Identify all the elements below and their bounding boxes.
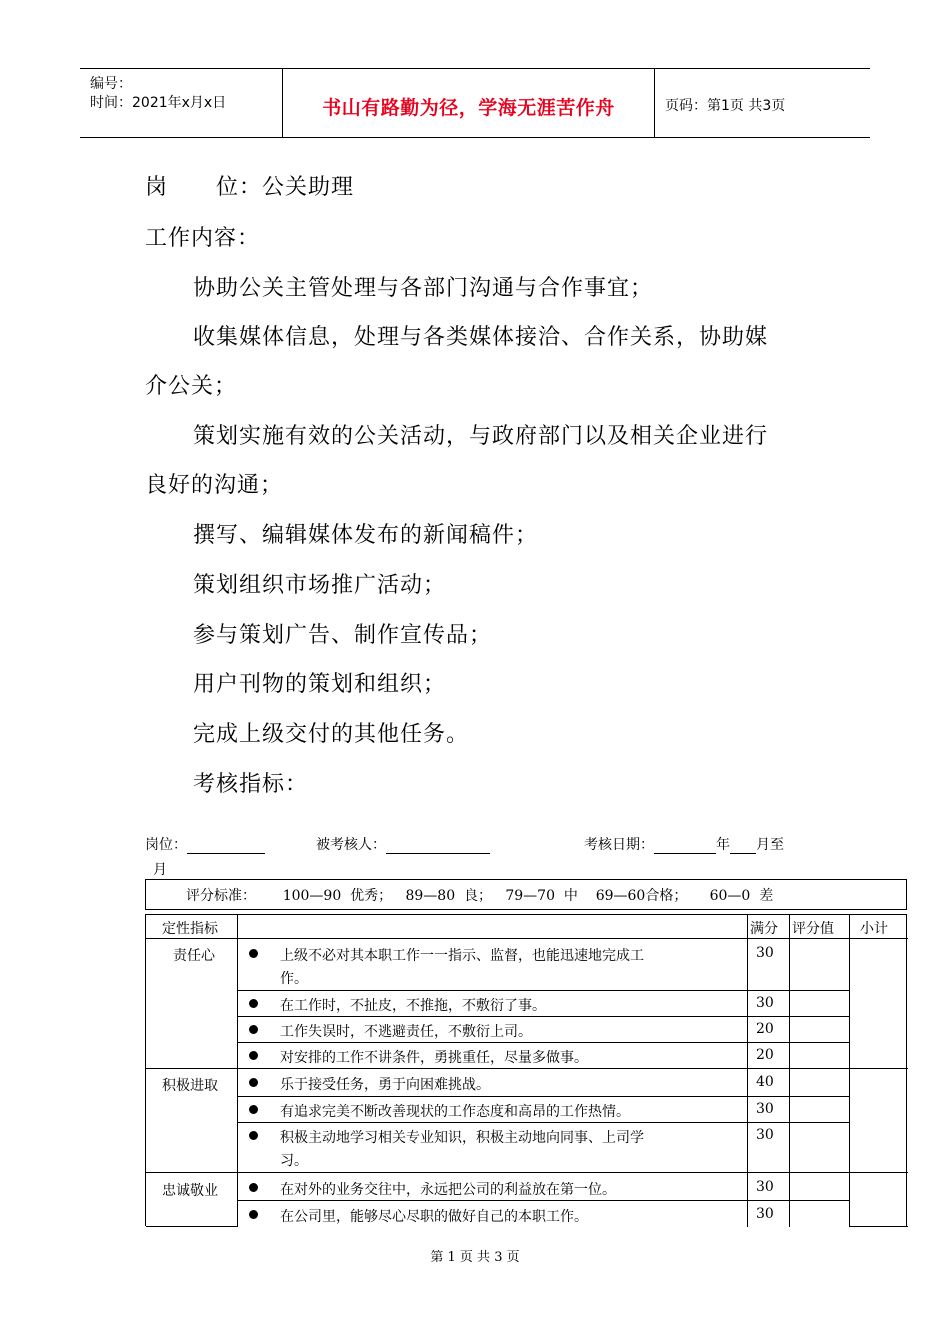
bullet-icon [249,1051,258,1060]
duty-item: 完成上级交付的其他任务。 [193,722,470,747]
group-name: 责任心 [173,948,215,964]
duty-item: 撰写、编辑媒体发布的新闻稿件； [193,523,539,548]
assessee-label: 被考核人： [316,837,386,853]
bullet-icon [249,999,258,1008]
duty-item-continued: 良好的沟通； [145,473,284,498]
motto: 书山有路勤为径，学海无涯苦作舟 [322,97,615,119]
scoring-scale: 评分标准： 100—90 优秀； 89—80 良； 79—70 中 69—60合格； 60—0 差 [186,888,774,904]
scoring-scale-row [145,879,907,910]
bullet-icon [249,1078,258,1087]
criterion-text: 对安排的工作不讲条件，勇挑重任，尽量多做事。 [280,1050,588,1066]
full-score: 40 [756,1074,774,1090]
full-score: 30 [756,1101,774,1117]
full-score: 30 [756,1179,774,1195]
duty-item: 参与策划广告、制作宣传品； [193,623,493,648]
doc-number-label: 编号： [90,76,132,92]
doc-time-label: 时间：2021年x月x日 [90,95,227,111]
bullet-icon [249,949,258,958]
assess-date-field [584,834,784,854]
assess-date-label: 考核日期： [584,837,654,853]
month-end-label: 月 [153,862,167,878]
full-score: 30 [756,1127,774,1143]
header-page-cell [655,69,870,137]
page-header [80,68,870,138]
full-score: 30 [756,945,774,961]
page-info: 页码：第1页 共3页 [665,98,786,114]
duties-title: 工作内容： [145,226,261,251]
header-indicator: 定性指标 [162,921,218,937]
assessee-blank[interactable] [386,839,490,854]
year-label: 年 [716,837,730,853]
bullet-icon [249,1183,258,1192]
post-field [145,834,265,854]
duty-item-continued: 介公关； [145,374,238,399]
assessment-table [145,914,907,1226]
duty-item: 用户刊物的策划和组织； [193,672,447,697]
group-name: 忠诚敬业 [162,1183,218,1199]
header-subtotal: 小计 [860,921,888,937]
criterion-text: 乐于接受任务，勇于向困难挑战。 [280,1077,490,1093]
full-score: 30 [756,1206,774,1222]
header-full-score: 满分 [750,921,778,937]
full-score: 20 [756,1047,774,1063]
page-footer: 第 1 页 共 3 页 [430,1250,520,1265]
month-blank[interactable] [730,839,756,854]
bullet-icon [249,1105,258,1114]
full-score: 20 [756,1021,774,1037]
header-score-value: 评分值 [792,921,834,937]
criterion-text: 积极主动地学习相关专业知识，积极主动地向同事、上司学 [280,1130,644,1146]
duty-item: 收集媒体信息，处理与各类媒体接洽、合作关系，协助媒 [193,325,769,350]
group-name: 积极进取 [162,1078,218,1094]
header-motto-cell [283,69,655,137]
duty-item: 策划组织市场推广活动； [193,573,447,598]
criterion-text-continued: 习。 [280,1153,308,1169]
criterion-text: 工作失误时，不逃避责任，不敷衍上司。 [280,1024,532,1040]
year-blank[interactable] [654,839,716,854]
month-to-label: 月至 [756,837,784,853]
criterion-text: 上级不必对其本职工作一一指示、监督，也能迅速地完成工 [280,948,644,964]
criterion-text: 在公司里，能够尽心尽职的做好自己的本职工作。 [280,1209,588,1225]
bullet-icon [249,1131,258,1140]
post-blank[interactable] [187,839,265,854]
post-label: 岗位： [145,837,187,853]
criterion-text: 在对外的业务交往中，永远把公司的利益放在第一位。 [280,1182,616,1198]
bullet-icon [249,1210,258,1219]
assessment-title: 考核指标： [193,772,309,797]
criterion-text: 在工作时，不扯皮，不推拖，不敷衍了事。 [280,998,546,1014]
header-meta-cell [80,69,283,137]
duty-item: 策划实施有效的公关活动，与政府部门以及相关企业进行 [193,424,769,449]
bullet-icon [249,1025,258,1034]
criterion-text-continued: 作。 [280,971,308,987]
position-line: 岗 位：公关助理 [145,175,354,200]
criterion-text: 有追求完美不断改善现状的工作态度和高昂的工作热情。 [280,1104,630,1120]
duty-item: 协助公关主管处理与各部门沟通与合作事宜； [193,276,654,301]
assessee-field [316,834,490,854]
full-score: 30 [756,995,774,1011]
